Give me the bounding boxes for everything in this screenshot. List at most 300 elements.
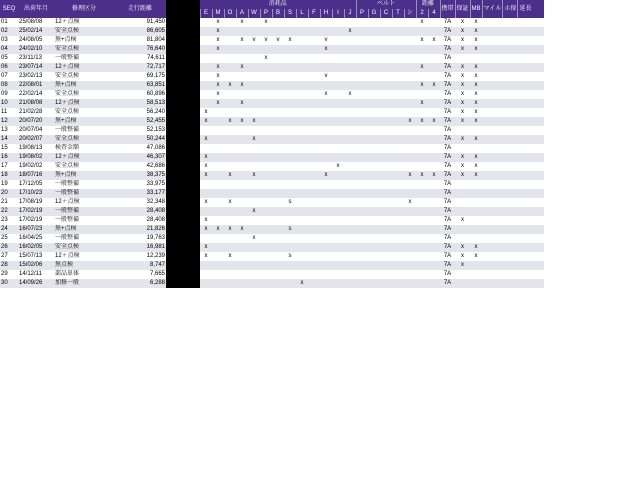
mark-cell	[248, 189, 260, 198]
mark-cell	[260, 45, 272, 54]
mark-cell	[404, 243, 416, 252]
empty-cell	[532, 27, 544, 36]
date-cell: 21/02/28	[18, 108, 54, 117]
mark-cell: x	[200, 135, 212, 144]
mark-cell	[428, 126, 440, 135]
mark-cell	[284, 135, 296, 144]
mark-cell: x	[455, 216, 470, 225]
mark-cell	[320, 243, 332, 252]
mark-cell	[296, 117, 308, 126]
mark-cell	[308, 36, 320, 45]
mark-cell: x	[455, 117, 470, 126]
date-cell: 16/02/05	[18, 243, 54, 252]
empty-cell	[503, 135, 518, 144]
mark-cell	[392, 63, 404, 72]
mark-cell	[284, 72, 296, 81]
mark-cell: x	[470, 99, 482, 108]
mark-cell	[428, 234, 440, 243]
date-cell: 23/07/14	[18, 63, 54, 72]
mark-cell	[320, 189, 332, 198]
mark-cell: x	[200, 108, 212, 117]
type-cell: 7A	[440, 243, 455, 252]
empty-cell	[518, 153, 533, 162]
mark-cell	[308, 261, 320, 270]
mark-cell	[392, 81, 404, 90]
mark-cell	[272, 153, 284, 162]
mark-cell	[296, 162, 308, 171]
mark-cell: x	[320, 171, 332, 180]
mark-cell	[260, 225, 272, 234]
mark-cell	[392, 90, 404, 99]
redacted-block	[166, 63, 178, 72]
mark-cell	[260, 252, 272, 261]
empty-cell	[532, 99, 544, 108]
mark-cell	[404, 216, 416, 225]
mileage-cell: 60,896	[114, 90, 166, 99]
mark-cell	[248, 162, 260, 171]
table-row	[0, 180, 544, 189]
redacted-block	[166, 171, 178, 180]
sub-column-header: W	[248, 9, 260, 18]
mark-cell	[212, 126, 224, 135]
type-cell: 7A	[440, 135, 455, 144]
mark-cell	[308, 198, 320, 207]
empty-cell	[518, 252, 533, 261]
mark-cell	[344, 279, 356, 288]
mark-cell	[416, 270, 428, 279]
mileage-cell: 32,348	[114, 198, 166, 207]
seq-cell: 07	[0, 72, 18, 81]
mark-cell	[284, 117, 296, 126]
mark-cell	[272, 216, 284, 225]
mark-cell	[248, 99, 260, 108]
mark-cell	[236, 171, 248, 180]
mark-cell	[404, 252, 416, 261]
empty-cell	[518, 279, 533, 288]
mark-cell	[308, 189, 320, 198]
mark-cell	[380, 270, 392, 279]
empty-cell	[518, 135, 533, 144]
mileage-cell: 63,851	[114, 81, 166, 90]
category-cell: 無+点検	[54, 117, 114, 126]
date-cell: 25/08/08	[18, 18, 54, 27]
mark-cell	[200, 261, 212, 270]
sub-column-header: P	[356, 9, 368, 18]
mark-cell	[284, 54, 296, 63]
category-cell: 一般整備	[54, 189, 114, 198]
empty-cell	[518, 162, 533, 171]
header-spacer	[532, 0, 544, 18]
seq-cell: 08	[0, 81, 18, 90]
mark-cell	[404, 90, 416, 99]
mark-cell	[332, 126, 344, 135]
mark-cell	[260, 27, 272, 36]
mark-cell	[236, 270, 248, 279]
empty-cell	[503, 81, 518, 90]
mark-cell	[284, 144, 296, 153]
redacted-block	[166, 225, 178, 234]
redacted-block	[166, 54, 178, 63]
mark-cell: v	[320, 36, 332, 45]
consumables-group-header: 消耗品	[200, 0, 356, 9]
mark-cell: s	[284, 225, 296, 234]
empty-cell	[518, 261, 533, 270]
mark-cell	[260, 279, 272, 288]
mark-cell	[284, 189, 296, 198]
mark-cell	[392, 216, 404, 225]
date-cell: 14/12/11	[18, 270, 54, 279]
empty-cell	[482, 189, 503, 198]
category-cell: 部品単体	[54, 270, 114, 279]
empty-cell	[518, 180, 533, 189]
date-cell: 22/08/01	[18, 81, 54, 90]
mark-cell	[320, 162, 332, 171]
mark-cell	[224, 63, 236, 72]
mark-cell	[356, 72, 368, 81]
mark-cell	[284, 153, 296, 162]
table-row	[0, 207, 544, 216]
mark-cell	[320, 99, 332, 108]
redacted-block	[178, 279, 200, 288]
redacted-block	[178, 135, 200, 144]
empty-cell	[503, 162, 518, 171]
mark-cell	[236, 189, 248, 198]
mark-cell	[368, 243, 380, 252]
mark-cell	[236, 54, 248, 63]
redacted-block	[166, 216, 178, 225]
empty-cell	[518, 225, 533, 234]
date-cell: 18/07/16	[18, 171, 54, 180]
empty-cell	[503, 207, 518, 216]
mark-cell	[416, 126, 428, 135]
mark-cell	[320, 234, 332, 243]
mark-cell	[470, 189, 482, 198]
mark-cell	[332, 36, 344, 45]
mark-cell	[308, 135, 320, 144]
date-cell: 23/11/13	[18, 54, 54, 63]
mark-cell	[416, 153, 428, 162]
table-row	[0, 234, 544, 243]
empty-cell	[518, 54, 533, 63]
mark-cell	[320, 279, 332, 288]
mark-cell: x	[404, 117, 416, 126]
date-header: 出荷年月	[18, 0, 54, 18]
mark-cell	[296, 144, 308, 153]
mark-cell	[356, 270, 368, 279]
mark-cell	[392, 171, 404, 180]
mileage-header: 走行距離	[114, 0, 166, 18]
mark-cell	[356, 225, 368, 234]
table-row	[0, 135, 544, 144]
mark-cell	[470, 279, 482, 288]
header-row-1	[0, 0, 544, 9]
tail-header: 携帯	[440, 0, 455, 18]
mark-cell	[470, 216, 482, 225]
redacted-block	[166, 0, 178, 18]
mark-cell	[332, 18, 344, 27]
mark-cell	[284, 261, 296, 270]
redacted-block	[178, 72, 200, 81]
mark-cell	[428, 270, 440, 279]
mark-cell	[272, 135, 284, 144]
empty-cell	[532, 108, 544, 117]
mark-cell	[200, 63, 212, 72]
mark-cell	[356, 81, 368, 90]
mark-cell	[332, 207, 344, 216]
mark-cell	[212, 108, 224, 117]
mark-cell	[308, 171, 320, 180]
mark-cell	[392, 27, 404, 36]
table-row	[0, 225, 544, 234]
mark-cell	[260, 180, 272, 189]
table-row	[0, 117, 544, 126]
empty-cell	[532, 126, 544, 135]
redacted-block	[166, 180, 178, 189]
category-cell: 加修一般	[54, 279, 114, 288]
type-cell: 7A	[440, 81, 455, 90]
mark-cell	[470, 180, 482, 189]
mark-cell: x	[248, 135, 260, 144]
mark-cell: x	[455, 27, 470, 36]
mark-cell	[428, 135, 440, 144]
empty-cell	[532, 261, 544, 270]
mark-cell	[470, 198, 482, 207]
mark-cell	[320, 18, 332, 27]
mark-cell	[368, 81, 380, 90]
mark-cell	[332, 45, 344, 54]
mark-cell	[224, 72, 236, 81]
mark-cell	[332, 171, 344, 180]
mark-cell	[455, 198, 470, 207]
type-cell: 7A	[440, 180, 455, 189]
seq-cell: 22	[0, 207, 18, 216]
empty-cell	[503, 171, 518, 180]
mark-cell	[392, 72, 404, 81]
mark-cell	[296, 18, 308, 27]
mileage-cell: 74,611	[114, 54, 166, 63]
mark-cell	[236, 180, 248, 189]
mileage-cell: 33,975	[114, 180, 166, 189]
category-cell: 無+点検	[54, 36, 114, 45]
empty-cell	[482, 45, 503, 54]
mark-cell	[296, 180, 308, 189]
mark-cell	[320, 27, 332, 36]
sub-column-header: F	[308, 9, 320, 18]
mark-cell	[416, 279, 428, 288]
mark-cell	[248, 63, 260, 72]
table-row	[0, 63, 544, 72]
mark-cell: x	[224, 198, 236, 207]
mark-cell: x	[200, 171, 212, 180]
mark-cell	[416, 45, 428, 54]
mark-cell	[332, 135, 344, 144]
mark-cell	[224, 18, 236, 27]
mark-cell	[470, 126, 482, 135]
mark-cell	[284, 162, 296, 171]
mark-cell	[380, 45, 392, 54]
date-cell: 20/02/07	[18, 135, 54, 144]
mark-cell	[224, 108, 236, 117]
mark-cell	[368, 90, 380, 99]
mark-cell	[260, 126, 272, 135]
mark-cell	[212, 216, 224, 225]
mark-cell	[236, 135, 248, 144]
mark-cell	[308, 279, 320, 288]
mark-cell	[428, 144, 440, 153]
empty-cell	[503, 108, 518, 117]
mark-cell	[284, 180, 296, 189]
seq-cell: 14	[0, 135, 18, 144]
mark-cell: x	[212, 27, 224, 36]
table-row	[0, 243, 544, 252]
mark-cell	[296, 171, 308, 180]
category-cell: 無点検	[54, 261, 114, 270]
type-cell: 7A	[440, 27, 455, 36]
mark-cell: x	[212, 225, 224, 234]
redacted-block	[178, 180, 200, 189]
mark-cell: x	[344, 27, 356, 36]
mark-cell	[455, 189, 470, 198]
redacted-block	[178, 18, 200, 27]
mark-cell: x	[200, 198, 212, 207]
seq-cell: 09	[0, 90, 18, 99]
tail-header: ホ保	[503, 0, 518, 18]
tail-header: 保証	[455, 0, 470, 18]
mark-cell: x	[212, 72, 224, 81]
redacted-block	[166, 36, 178, 45]
mark-cell	[368, 72, 380, 81]
mark-cell	[380, 54, 392, 63]
mark-cell	[272, 81, 284, 90]
mark-cell	[212, 270, 224, 279]
mark-cell	[248, 90, 260, 99]
mark-cell: v	[272, 36, 284, 45]
mark-cell	[344, 252, 356, 261]
seq-cell: 23	[0, 216, 18, 225]
mark-cell	[344, 63, 356, 72]
mark-cell	[296, 99, 308, 108]
mark-cell	[260, 144, 272, 153]
empty-cell	[532, 171, 544, 180]
mark-cell	[308, 108, 320, 117]
redacted-block	[166, 207, 178, 216]
mark-cell	[455, 225, 470, 234]
empty-cell	[518, 144, 533, 153]
mark-cell: x	[212, 81, 224, 90]
mark-cell	[284, 207, 296, 216]
mark-cell	[428, 72, 440, 81]
redacted-block	[178, 63, 200, 72]
date-cell: 19/08/02	[18, 153, 54, 162]
mark-cell	[272, 126, 284, 135]
mark-cell	[308, 234, 320, 243]
mark-cell	[332, 108, 344, 117]
mark-cell	[248, 45, 260, 54]
mark-cell	[248, 126, 260, 135]
mark-cell	[248, 243, 260, 252]
mark-cell	[332, 234, 344, 243]
empty-cell	[482, 126, 503, 135]
mark-cell	[416, 189, 428, 198]
empty-cell	[532, 225, 544, 234]
mark-cell	[260, 63, 272, 72]
empty-cell	[518, 45, 533, 54]
type-cell: 7A	[440, 90, 455, 99]
table-row	[0, 252, 544, 261]
mark-cell	[212, 135, 224, 144]
type-cell: 7A	[440, 72, 455, 81]
mark-cell	[248, 279, 260, 288]
mark-cell	[470, 207, 482, 216]
empty-cell	[532, 135, 544, 144]
mark-cell	[380, 261, 392, 270]
mark-cell	[296, 207, 308, 216]
mark-cell	[356, 279, 368, 288]
redacted-block	[166, 27, 178, 36]
mark-cell	[344, 234, 356, 243]
table-row	[0, 108, 544, 117]
mark-cell: v	[260, 36, 272, 45]
mark-cell: x	[470, 72, 482, 81]
mark-cell	[296, 225, 308, 234]
empty-cell	[482, 225, 503, 234]
mark-cell	[470, 144, 482, 153]
mark-cell	[368, 126, 380, 135]
empty-cell	[482, 90, 503, 99]
date-cell: 24/02/10	[18, 45, 54, 54]
sub-column-header: シ	[404, 9, 416, 18]
mark-cell: x	[455, 90, 470, 99]
redacted-block	[178, 54, 200, 63]
mark-cell	[332, 261, 344, 270]
empty-cell	[482, 117, 503, 126]
table-row	[0, 81, 544, 90]
seq-cell: 30	[0, 279, 18, 288]
mark-cell: x	[455, 18, 470, 27]
mark-cell: x	[224, 252, 236, 261]
mark-cell	[308, 162, 320, 171]
seq-cell: 17	[0, 162, 18, 171]
mileage-cell: 86,605	[114, 27, 166, 36]
mark-cell: x	[404, 198, 416, 207]
redacted-block	[178, 45, 200, 54]
mark-cell: x	[470, 90, 482, 99]
empty-cell	[532, 54, 544, 63]
mileage-cell: 12,239	[114, 252, 166, 261]
mark-cell	[320, 135, 332, 144]
mark-cell: x	[455, 81, 470, 90]
mark-cell	[416, 261, 428, 270]
table-row	[0, 99, 544, 108]
mark-cell	[332, 270, 344, 279]
mark-cell: x	[200, 153, 212, 162]
redacted-block	[178, 90, 200, 99]
mark-cell	[356, 117, 368, 126]
sub-column-header: S	[284, 9, 296, 18]
mark-cell: s	[284, 252, 296, 261]
category-cell: 12ヶ点検	[54, 99, 114, 108]
mark-cell	[404, 180, 416, 189]
seq-cell: 11	[0, 108, 18, 117]
redacted-block	[178, 225, 200, 234]
empty-cell	[503, 270, 518, 279]
mark-cell	[296, 81, 308, 90]
empty-cell	[532, 144, 544, 153]
seq-cell: 10	[0, 99, 18, 108]
mark-cell	[392, 189, 404, 198]
empty-cell	[482, 135, 503, 144]
mark-cell	[284, 108, 296, 117]
